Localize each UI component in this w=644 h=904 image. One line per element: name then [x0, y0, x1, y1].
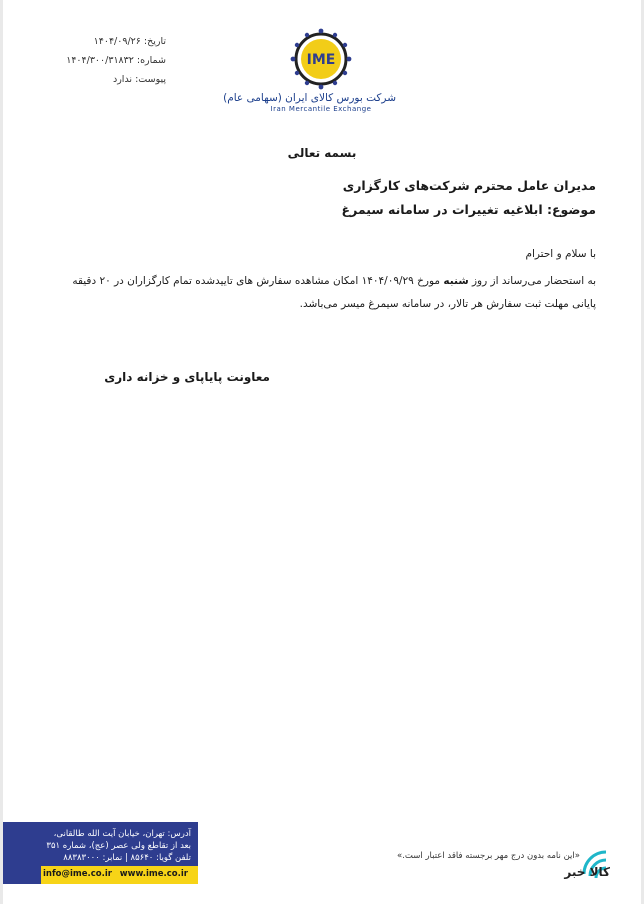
company-name-fa: شرکت بورس کالای ایران (سهامی عام)	[223, 92, 396, 104]
letter-attachment: پیوست: ندارد	[112, 74, 166, 85]
body-text-bold-day: شنبه	[443, 275, 469, 287]
watermark-logo-icon	[564, 838, 638, 900]
signature-department: معاونت پایاپای و خزانه داری	[104, 370, 270, 384]
letter-number: شماره: ۱۴۰۴/۳۰۰/۳۱۸۳۲	[66, 55, 166, 66]
body-text-rest: مورخ ۱۴۰۴/۰۹/۲۹ امکان مشاهده سفارش های تاییدشده تمام کارگزاران در ۲۰ دقیقه پایانی مهلت ثبت سفارش هر تالار، در سامانه سیمرغ میسر می‌باشد.	[72, 275, 596, 310]
letter-meta	[66, 32, 166, 89]
validity-footnote: «این نامه بدون درج مهر برجسته فاقد اعتبار است.»	[397, 851, 580, 861]
body-paragraph	[48, 270, 596, 316]
body-text-start: به استحضار می‌رساند از روز	[468, 275, 596, 287]
logo-mark-text: IME	[306, 52, 336, 68]
address-line-1: آدرس: تهران، خیابان آیت الله طالقانی،	[53, 829, 191, 839]
addressee: مدیران عامل محترم شرکت‌های کارگزاری	[342, 178, 596, 193]
company-logo	[223, 28, 396, 113]
contact-website: www.ime.co.ir	[119, 869, 188, 879]
company-name-en: Iran Mercantile Exchange	[270, 105, 372, 113]
contact-email: info@ime.co.ir	[43, 869, 112, 879]
address-line-3: تلفن گویا: ۸۵۶۴۰ | نمابر: ۸۸۳۸۳۰۰۰	[63, 853, 191, 863]
contact-bar-stub	[3, 866, 41, 884]
watermark-text: کالا خبر	[564, 865, 610, 879]
ime-emblem-icon	[290, 28, 352, 90]
kalakhabar-watermark	[564, 838, 638, 900]
letter-date: تاریخ: ۱۴۰۴/۰۹/۲۶	[93, 36, 166, 47]
address-line-2: بعد از تقاطع ولی عصر (عج)، شماره ۳۵۱	[46, 841, 191, 851]
subject-line: موضوع: ابلاغیه تغییرات در سامانه سیمرغ	[341, 202, 596, 217]
greeting: با سلام و احترام	[525, 248, 596, 260]
page-edge-left	[0, 0, 3, 904]
bismillah-heading: بسمه تعالی	[287, 146, 357, 160]
